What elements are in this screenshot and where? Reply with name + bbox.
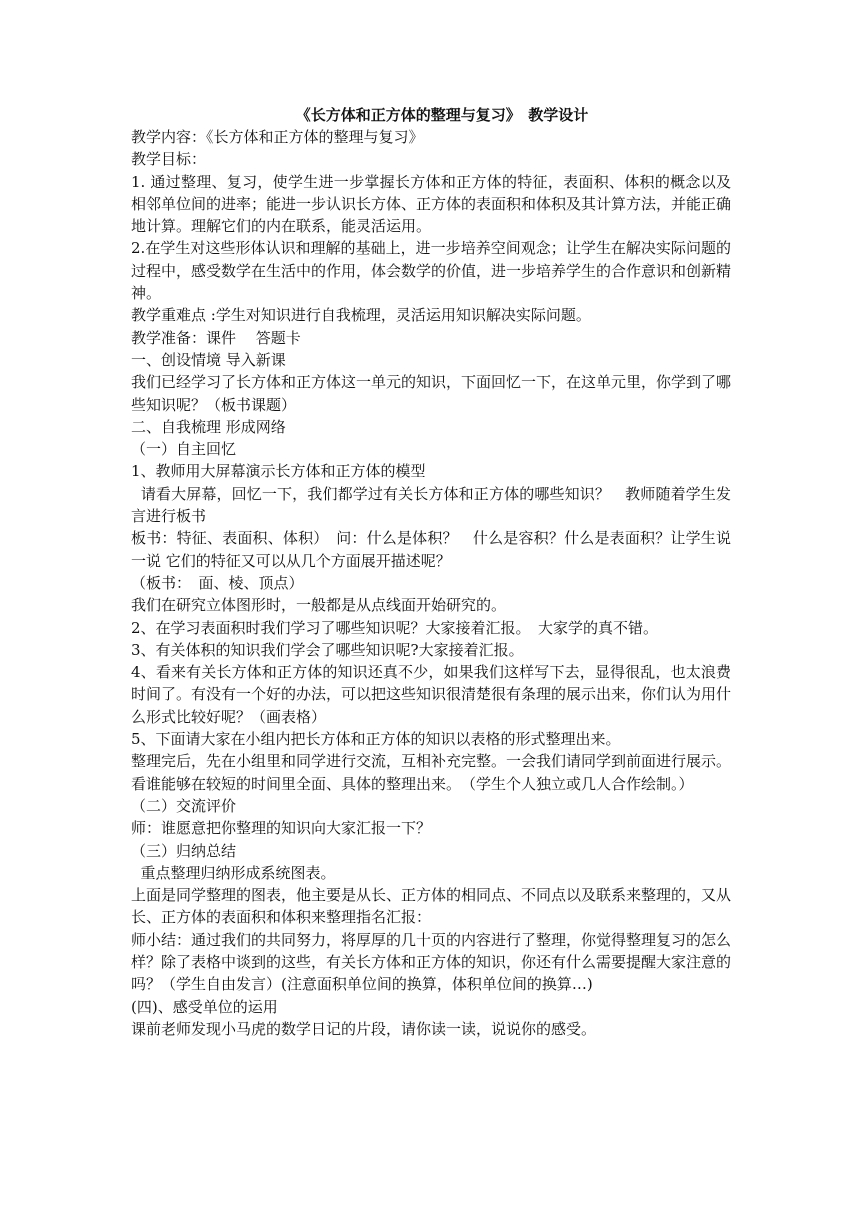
paragraph: 板书：特征、表面积、体积） 问：什么是体积？ 什么是容积？什么是表面积？让学生说一说 它们的特征又可以从几个方面展开描述呢？ [131, 529, 731, 570]
document-body [131, 126, 731, 1040]
paragraph: 课前老师发现小马虎的数学日记的片段，请你读一读，说说你的感受。 [131, 1019, 597, 1038]
paragraph: 我们在研究立体图形时，一般都是从点线面开始研究的。 [131, 596, 507, 615]
paragraph: 教学目标： [131, 150, 207, 169]
paragraph: （二）交流评价 [131, 796, 237, 815]
paragraph: 教学准备：课件 答题卡 [131, 328, 301, 347]
paragraph: 重点整理归纳形成系统图表。 [131, 863, 336, 882]
paragraph: 1. 通过整理、复习，使学生进一步掌握长方体和正方体的特征，表面积、体积的概念以及相邻单位间的进率；能进一步认识长方体、正方体的表面积和体积及其计算方法，并能正确地计算。理解它们的内在联系，能灵活运用。 [131, 172, 732, 236]
paragraph: 教学重难点 :学生对知识进行自我梳理，灵活运用知识解决实际问题。 [131, 306, 591, 325]
paragraph: 1、教师用大屏幕演示长方体和正方体的模型 [131, 462, 426, 481]
paragraph: 二、自我梳理 形成网络 [131, 417, 286, 436]
paragraph: （一）自主回忆 [131, 440, 237, 459]
paragraph: （板书： 面、棱、顶点） [131, 573, 304, 592]
paragraph: 2.在学生对这些形体认识和理解的基础上，进一步培养空间观念；让学生在解决实际问题的过程中，感受数学在生活中的作用，体会数学的价值，进一步培养学生的合作意识和创新精神。 [131, 239, 732, 303]
paragraph: （三）归纳总结 [131, 841, 237, 860]
paragraph: 教学内容：《长方体和正方体的整理与复习》 [131, 128, 424, 146]
paragraph: 一、创设情境 导入新课 [131, 350, 286, 369]
paragraph: 3、有关体积的知识我们学会了哪些知识呢?大家接着汇报。 [131, 640, 524, 659]
paragraph: 4、看来有关长方体和正方体的知识还真不少，如果我们这样写下去，显得很乱，也太浪费时间了。有没有一个好的办法，可以把这些知识很清楚很有条理的展示出来，你们认为用什么形式比较好呢？（画表格） [131, 663, 732, 726]
paragraph: 我们已经学习了长方体和正方体这一单元的知识，下面回忆一下，在这单元里，你学到了哪些知识呢？（板书课题） [131, 373, 732, 414]
paragraph: (四)、感受单位的运用 [131, 997, 278, 1016]
document-title: 《长方体和正方体的整理与复习》 教学设计 [295, 106, 589, 124]
paragraph: 整理完后，先在小组里和同学进行交流，互相补充完整。一会我们请同学到前面进行展示。看谁能够在较短的时间里全面、具体的整理出来。 （学生个人独立或几人合作绘制。） [131, 752, 732, 793]
document-page [131, 104, 731, 1040]
paragraph: 请看大屏幕，回忆一下，我们都学过有关长方体和正方体的哪些知识？ 教师随着学生发言进行板书 [131, 484, 731, 526]
paragraph: 师小结：通过我们的共同努力，将厚厚的几十页的内容进行了整理，你觉得整理复习的怎么样？除了表格中谈到的这些，有关长方体和正方体的知识，你还有什么需要提醒大家注意的吗？（学生自由发言）(注意面积单位间的换算，体积单位间的换算…) [131, 930, 732, 994]
paragraph: 5、下面请大家在小组内把长方体和正方体的知识以表格的形式整理出来。 [131, 730, 621, 749]
paragraph: 上面是同学整理的图表，他主要是从长、正方体的相同点、不同点以及联系来整理的，又从长、正方体的表面积和体积来整理指名汇报： [131, 886, 732, 927]
paragraph: 师：谁愿意把你整理的知识向大家汇报一下？ [131, 819, 432, 838]
paragraph: 2、在学习表面积时我们学习了哪些知识呢？大家接着汇报。 大家学的真不错。 [131, 618, 659, 637]
